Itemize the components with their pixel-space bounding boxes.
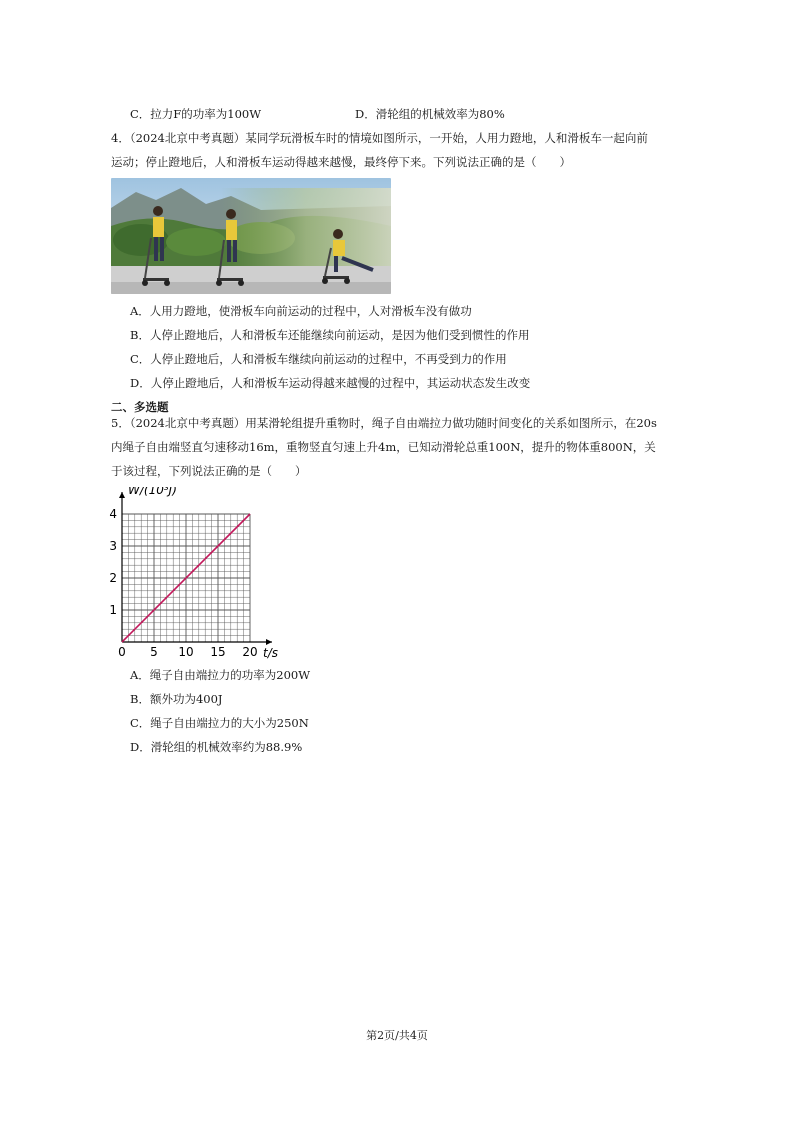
q5-option-c: C．绳子自由端拉力的大小为250N — [130, 716, 309, 730]
x-tick-label: 15 — [210, 645, 226, 659]
q3-option-c: C．拉力F的功率为100W — [130, 107, 262, 121]
q4-option-b: B．人停止蹬地后，人和滑板车还能继续向前运动，是因为他们受到惯性的作用 — [130, 328, 530, 342]
y-tick-label: 2 — [109, 571, 117, 585]
x-tick-label: 20 — [242, 645, 258, 659]
x-axis-label: t/s — [263, 646, 278, 660]
q4-option-d: D．人停止蹬地后，人和滑板车运动得越来越慢的过程中，其运动状态发生改变 — [130, 376, 531, 390]
q4-stem-line2: 运动；停止蹬地后，人和滑板车运动得越来越慢，最终停下来。下列说法正确的是（ ） — [111, 155, 571, 169]
y-tick-label: 3 — [109, 539, 117, 553]
y-tick-label: 4 — [109, 507, 117, 521]
q4-option-a: A．人用力蹬地，使滑板车向前运动的过程中，人对滑板车没有做功 — [130, 304, 472, 318]
q5-stem-line3: 于该过程，下列说法正确的是（ ） — [111, 464, 307, 478]
q4-option-c: C．人停止蹬地后，人和滑板车继续向前运动的过程中，不再受到力的作用 — [130, 352, 507, 366]
q4-stem-line1: 4．（2024北京中考真题）某同学玩滑板车时的情境如图所示，一开始，人用力蹬地，人和滑板车一起向前 — [111, 131, 648, 145]
x-tick-label: 5 — [150, 645, 158, 659]
y-tick-label: 1 — [109, 603, 117, 617]
work-time-chart-svg — [108, 487, 288, 663]
y-axis-label: W/(10³J) — [128, 487, 177, 497]
q5-stem-line1: 5．（2024北京中考真题）用某滑轮组提升重物时，绳子自由端拉力做功随时间变化的关系如图所示，在20s — [111, 416, 657, 430]
scooter-photo — [111, 178, 391, 294]
q5-option-b: B．额外功为400J — [130, 692, 223, 706]
q5-option-d: D．滑轮组的机械效率约为88.9% — [130, 740, 303, 754]
work-time-chart — [108, 487, 288, 663]
page-footer: 第2页/共4页 — [366, 1029, 428, 1042]
q3-option-d: D．滑轮组的机械效率为80% — [355, 107, 505, 121]
x-tick-label: 0 — [118, 645, 126, 659]
section-title-multiple-choice: 二、多选题 — [111, 400, 169, 414]
x-tick-label: 10 — [178, 645, 194, 659]
scooter-scene-illustration — [111, 178, 391, 294]
q5-option-a: A．绳子自由端拉力的功率为200W — [130, 668, 311, 682]
y-axis-arrow — [119, 492, 125, 498]
x-axis-arrow — [266, 639, 272, 645]
q5-stem-line2: 内绳子自由端竖直匀速移动16m，重物竖直匀速上升4m，已知动滑轮总重100N，提升的物体重800N，关 — [111, 440, 656, 454]
